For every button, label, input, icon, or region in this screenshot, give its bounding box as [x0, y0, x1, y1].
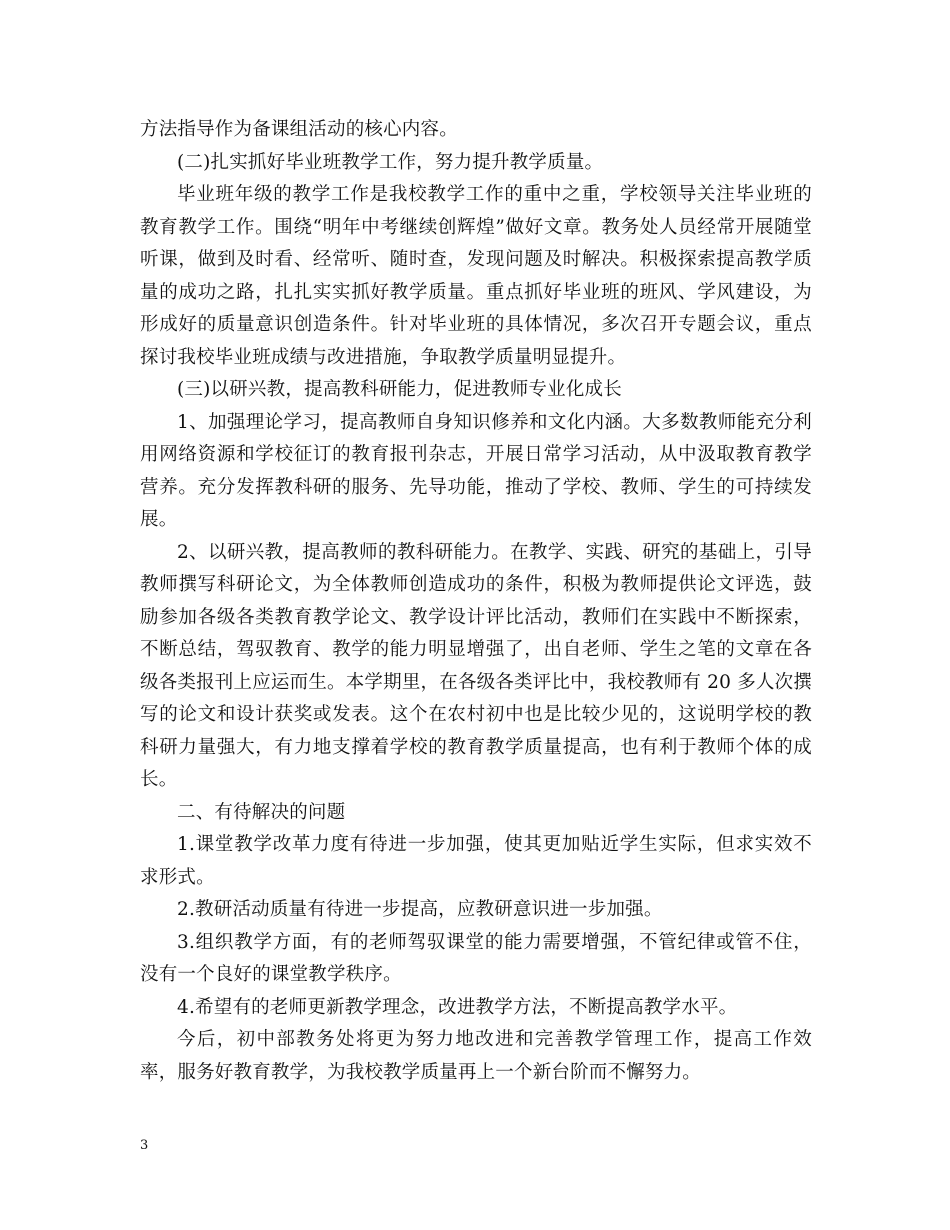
paragraph-conclusion: 今后，初中部教务处将更为努力地改进和完善教学管理工作，提高工作效率，服务好教育教学，为我校教学质量再上一个新台阶而不懈努力。	[140, 1029, 812, 1083]
paragraph-theory-study: 1、加强理论学习，提高教师自身知识修养和文化内涵。大多数教师能充分利用网络资源和学校征订的教育报刊杂志，开展日常学习活动，从中汲取教育教学营养。充分发挥教科研的服务、先导功能，推动了学校、教师、学生的可持续发展。	[140, 411, 812, 530]
list-item-problem-1: 1.课堂教学改革力度有待进一步加强，使其更加贴近学生实际，但求实效不求形式。	[140, 834, 812, 888]
section-heading-problems: 二、有待解决的问题	[177, 801, 346, 823]
paragraph-research-ability: 2、以研兴教，提高教师的教科研能力。在教学、实践、研究的基础上，引导教师撰写科研论文，为全体教师创造成功的条件，积极为教师提供论文评选，鼓励参加各级各类教育教学论文、教学设计评比活动，教师们在实践中不断探索，不断总结，驾驭教育、教学的能力明显增强了，出自老师、学生之笔的文章在各级各类报刊上应运而生。本学期里，在各级各类评比中，我校教师有 20 多人次撰写的论文和设计获奖或发表。这个在农村初中也是比较少见的，这说明学校的教科研力量强大，有力地支撑着学校的教育教学质量提高，也有利于教师个体的成长。	[140, 541, 812, 790]
paragraph-continuation: 方法指导作为备课组活动的核心内容。	[140, 119, 458, 140]
section-heading-research: (三)以研兴教，提高教科研能力，促进教师专业化成长	[177, 379, 622, 400]
paragraph-graduating-class: 毕业班年级的教学工作是我校教学工作的重中之重，学校领导关注毕业班的教育教学工作。围绕“明年中考继续创辉煌”做好文章。教务处人员经常开展随堂听课，做到及时看、经常听、随时查，发现问题及时解决。积极探索提高教学质量的成功之路，扎扎实实抓好教学质量。重点抓好毕业班的班风、学风建设，为形成好的质量意识创造条件。针对毕业班的具体情况，多次召开专题会议，重点探讨我校毕业班成绩与改进措施，争取教学质量明显提升。	[140, 184, 812, 368]
list-item-problem-3: 3.组织教学方面，有的老师驾驭课堂的能力需要增强，不管纪律或管不住，没有一个良好的课堂教学秩序。	[140, 931, 812, 985]
list-item-problem-2: 2.教研活动质量有待进一步提高，应教研意识进一步加强。	[177, 899, 663, 920]
document-body	[140, 114, 812, 1089]
page-number: 3	[140, 1138, 149, 1153]
section-heading-graduating-class: (二)扎实抓好毕业班教学工作，努力提升教学质量。	[177, 151, 604, 173]
list-item-problem-4: 4.希望有的老师更新教学理念，改进教学方法，不断提高教学水平。	[177, 996, 738, 1018]
